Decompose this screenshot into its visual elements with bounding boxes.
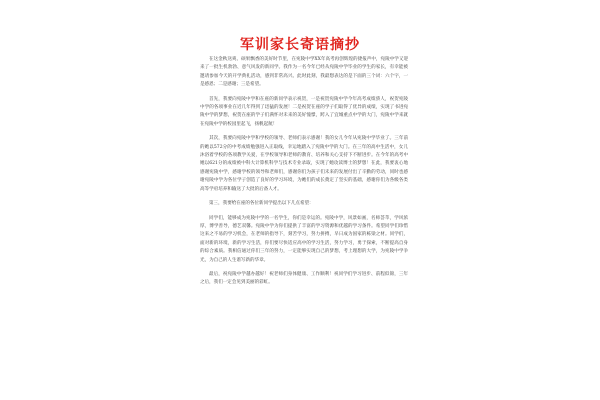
document-body [200,56,408,294]
paragraph-hopes-heading: 第三，我要给在座的各位新同学提出以下几点希望： [209,201,314,207]
paragraph-hopes: 同学们，能够成为宛陵中学的一名学生，你们是幸运的。宛陵中学，风景如画，名师荟萃，学风浓厚，博学善导，德艺双馨。宛陵中学为你们提供了丰富的学习资源和优越的学习条件。希望同学们珍惜这来之不易的学习机会，在老师的指导下，刻苦学习，努力拼搏，早日成为国家的栋梁之材。同学们，面对新的环境，新的学习生活，你们要尽快适应高中的学习生活，努力学习，勇于探索，不断提高自身的综合素质。我相信通过你们三年的努力，一定能够实现自己的梦想，考上理想的大学，为宛陵中学争光，为自己的人生谱写新的华章。 [200,215,408,263]
paragraph-intro: 在这金秋送爽、硕果飘香的美好时节里，在宛陵中学XX年高考再创辉煌的捷报声中，宛陵中学又迎来了一批生机勃勃、意气风发的新同学。我作为一名今年已经从宛陵中学毕业的学生的家长，有幸能被邀请参加今天的开学典礼活动，感到非常高兴。此时此刻，我最想表达的是下面的三个词：六个字，一是感恩；二是感谢；三是希望。 [200,57,408,88]
paragraph-closing: 最后，祝宛陵中学越办越好！祝老师们身体健康、工作顺利！祝同学们学习进步、前程似锦，三年之后，我们一定会见到美丽的彩虹。 [200,271,408,286]
document-title: 军训家长寄语摘抄 [240,37,360,53]
paragraph-thanks: 其次，我要向宛陵中学和学校的领导、老师们表示感谢！我的女儿今年从宛陵中学毕业了。三年前的她以572分的中考成绩勉强进入正取线，幸运地踏入了宛陵中学的大门。在三年的高中生活中，女儿沐浴着学校的各项教学关爱，在学校领导和老师的教育、培养和关心支持下不断进步。在今年的高考中她以621分的成绩被中科大计算机科学与技术专业录取，实现了她攻读博士的梦想！在此，我要衷心地感谢宛陵中学，感谢学校的领导和老师们，感谢你们为孩子们未来的发展付出了辛勤的劳动，同时也感谢宛陵中学为各位学子创造了良好的学习环境，为她们的成长奠定了坚实的基础，感谢你们为各级各类高等学府培养和输送了大批的后备人才。 [200,136,408,192]
paragraph-congratulations: 首先，我要向宛陵中学和在座的新同学表示祝贺，一是祝贺宛陵中学今年高考成绩骄人，祝贺宛陵中学的各项事业在近几年得到了迅猛的发展！二是祝贺在座的学子们取得了优异的成绩，实现了书进宛陵中学的梦想，祝贺在座的学子们满怀对未来的美好憧憬，跨入了宜城重点中学的大门，宛陵中学来就在宛陵中学的校园里起飞，扬帆起航！ [200,96,408,127]
